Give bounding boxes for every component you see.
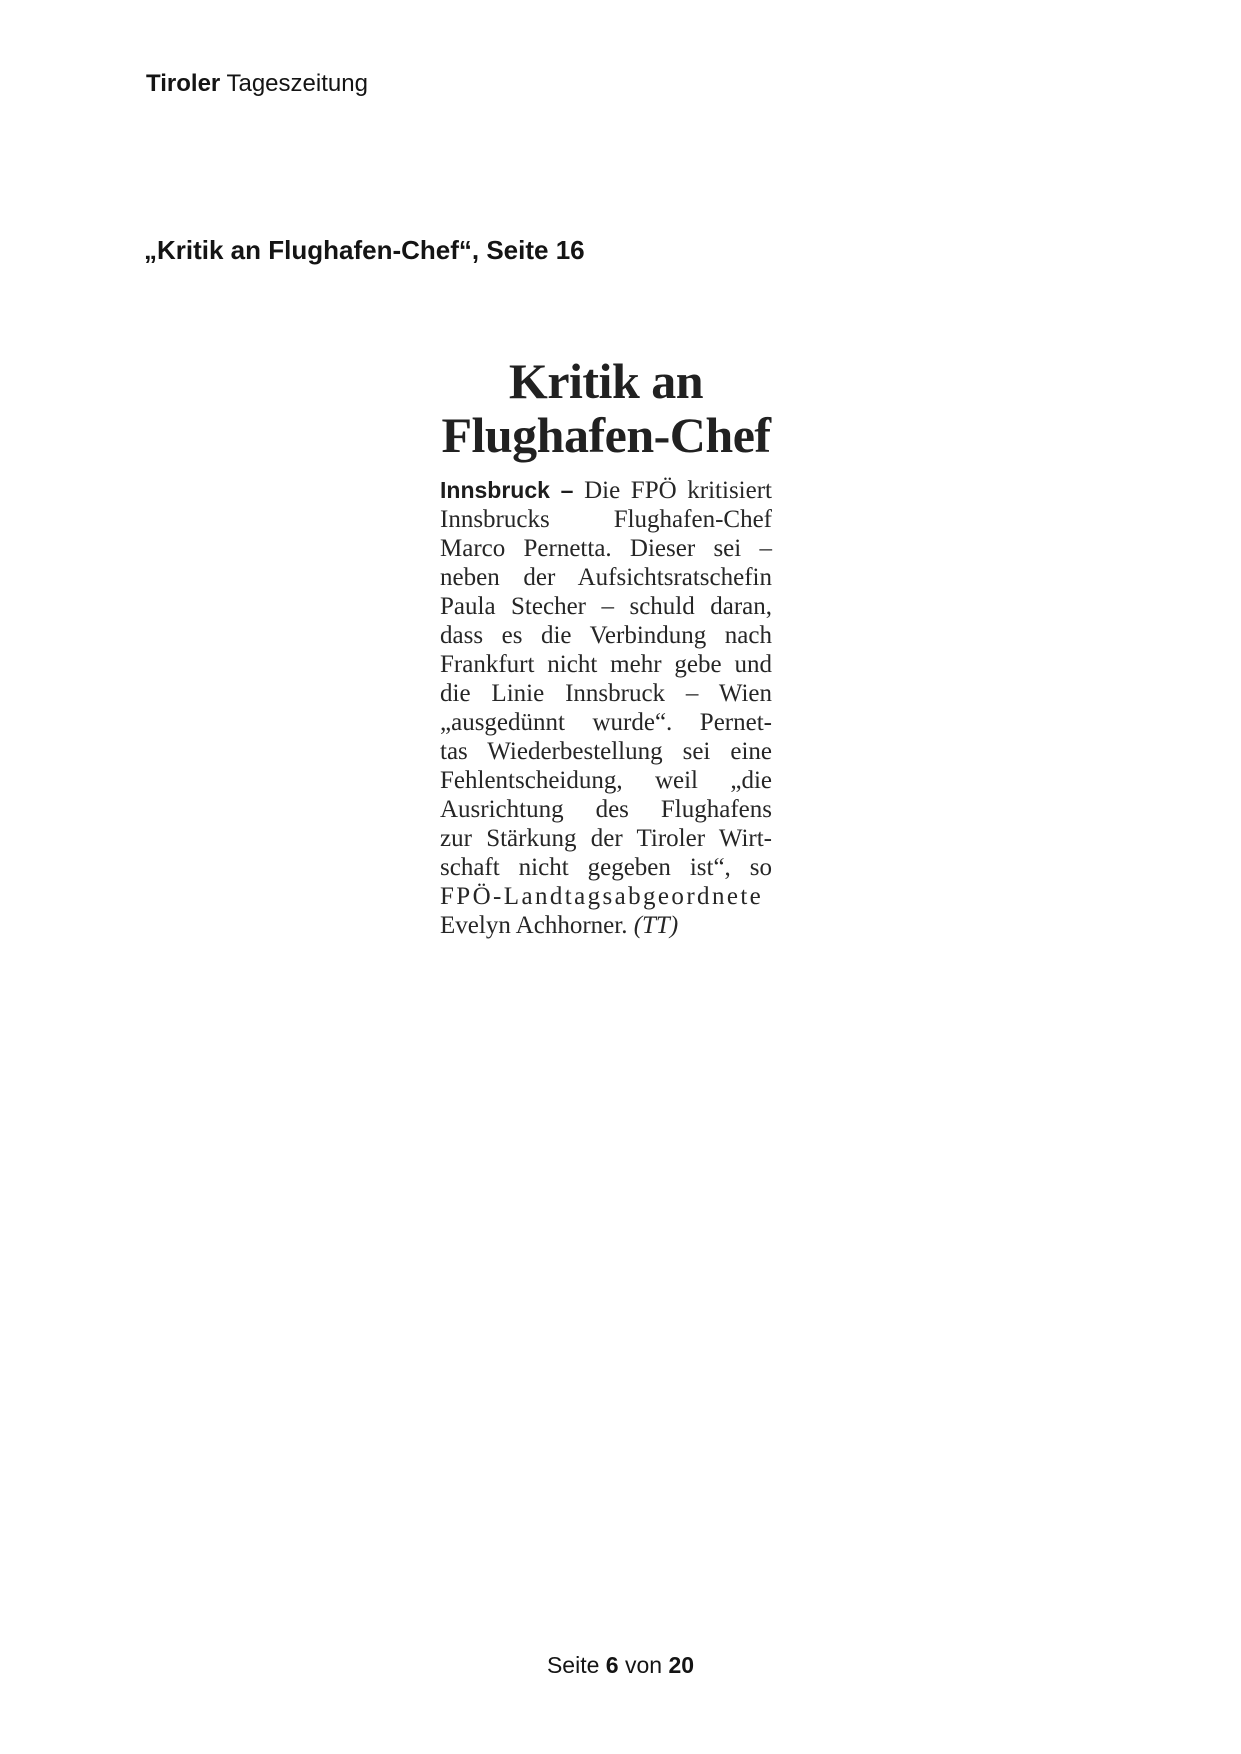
clipping-body-line: Frankfurt nicht mehr gebe und: [440, 651, 772, 678]
newspaper-clipping: [440, 354, 772, 940]
masthead-brand-bold: Tiroler: [146, 70, 221, 97]
clipping-body-line: Marco Pernetta. Dieser sei –: [440, 535, 772, 562]
clipping-headline-line: Flughafen-Chef: [441, 407, 771, 463]
clipping-body-text: Die FPÖ kritisiert: [584, 477, 772, 504]
clipping-body-line: [440, 476, 772, 505]
clipping-headline-line: Kritik an: [508, 353, 704, 409]
clipping-body-line: schaft nicht gegeben ist“, so: [440, 854, 772, 881]
clipping-dateline: Innsbruck –: [440, 477, 574, 503]
clipping-body-line: FPÖ-Landtagsabgeordnete: [440, 883, 764, 910]
clipping-body-line: „ausgedünnt wurde“. Pernet-: [440, 709, 772, 736]
masthead-brand-regular: Tageszeitung: [226, 70, 368, 97]
clipping-body-line: dass es die Verbindung nach: [440, 622, 772, 649]
clipping-body-line: [440, 911, 772, 940]
clipping-body-line: tas Wiederbestellung sei eine: [440, 738, 772, 765]
newspaper-masthead: [146, 70, 368, 98]
page-footer: [0, 1652, 1241, 1679]
clipping-headline: [440, 354, 772, 462]
footer-page-number: 6: [605, 1652, 619, 1678]
clipping-body-line: neben der Aufsichtsratschefin: [440, 564, 772, 591]
footer-label-of: von: [624, 1652, 663, 1678]
footer-total-pages: 20: [668, 1652, 695, 1678]
clipping-body-line: Innsbrucks Flughafen-Chef: [440, 506, 772, 533]
footer-label-page: Seite: [546, 1652, 600, 1678]
clipping-body-line: Fehlentscheidung, weil „die: [440, 767, 772, 794]
clipping-credit: (TT): [633, 912, 679, 939]
article-reference-title: „Kritik an Flughafen-Chef“, Seite 16: [144, 235, 585, 265]
clipping-body-line: zur Stärkung der Tiroler Wirt-: [440, 825, 772, 852]
clipping-body-line: Ausrichtung des Flughafens: [440, 796, 772, 823]
clipping-body: [440, 476, 772, 940]
clipping-body-text: Evelyn Achhorner.: [440, 912, 628, 939]
clipping-body-line: die Linie Innsbruck – Wien: [440, 680, 772, 707]
clipping-body-line: Paula Stecher – schuld daran,: [440, 593, 772, 620]
